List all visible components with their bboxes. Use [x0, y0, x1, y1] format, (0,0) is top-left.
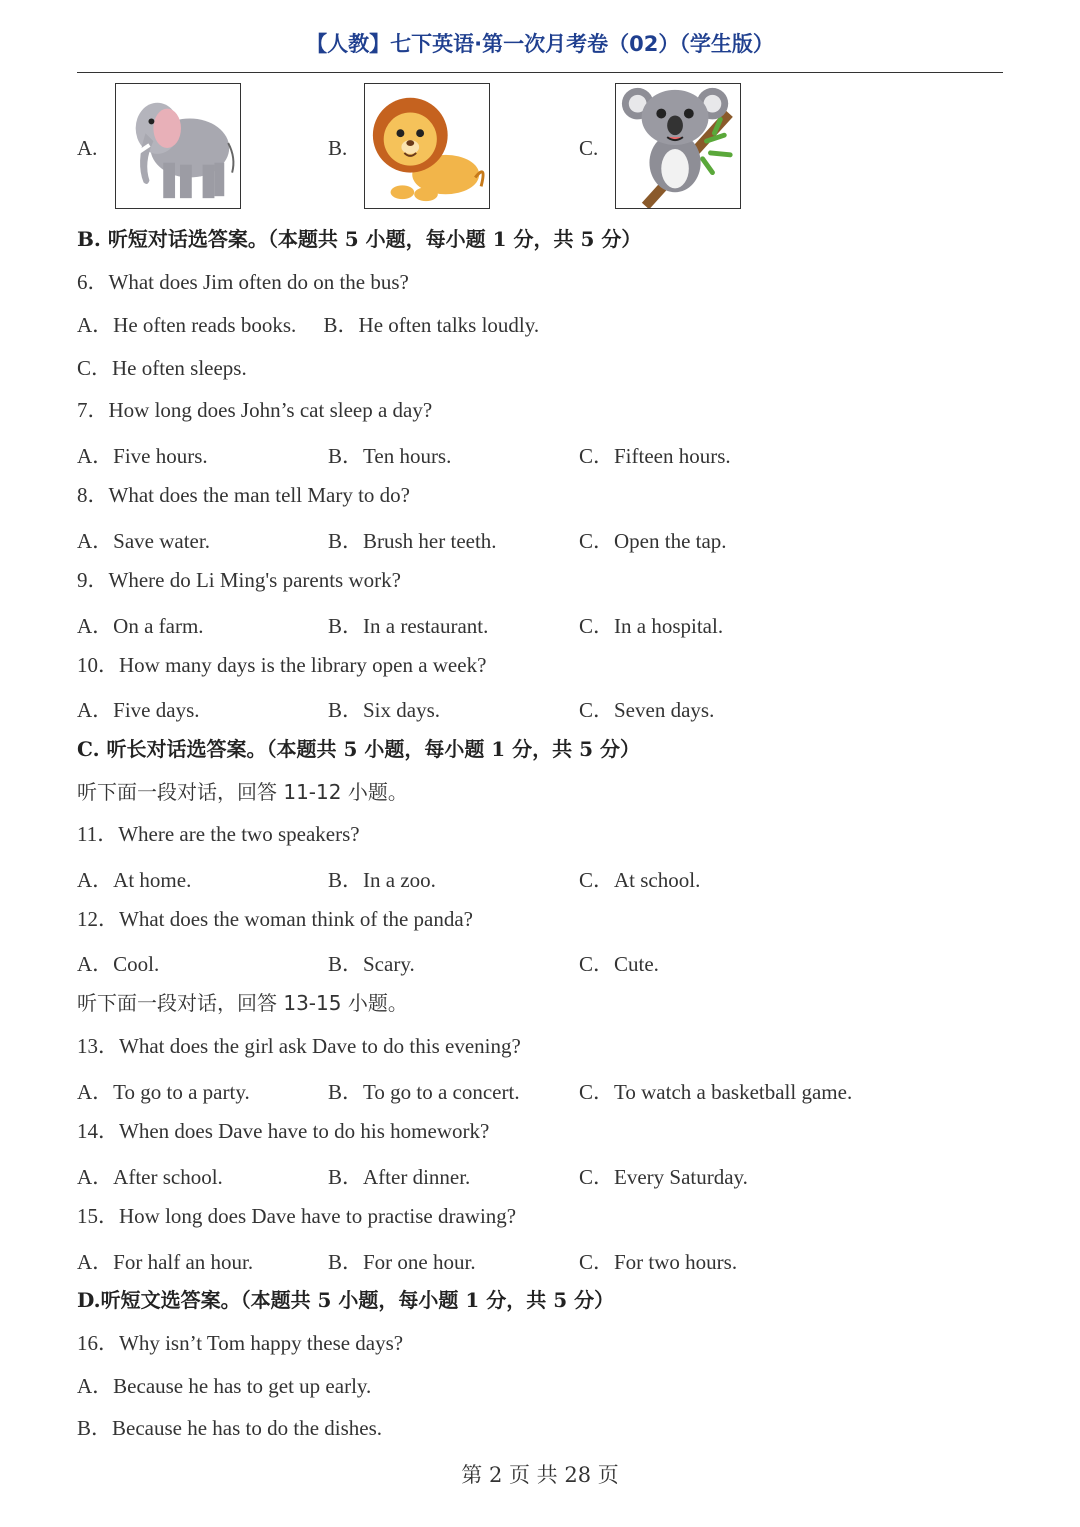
- question-14: 14．When does Dave have to do his homework?: [77, 1119, 490, 1143]
- q10-option-b: B．Six days.: [328, 698, 441, 722]
- q7-option-b: B．Ten hours.: [328, 444, 452, 468]
- q8-option-c: C．Open the tap.: [579, 529, 727, 553]
- q11-option-b: B．In a zoo.: [328, 868, 436, 892]
- q7-option-a: A．Five hours.: [77, 444, 208, 468]
- q12-option-b: B．Scary.: [328, 952, 415, 976]
- q16-option-b: B．Because he has to do the dishes.: [77, 1416, 383, 1440]
- q6-option-c: C．He often sleeps.: [77, 356, 247, 380]
- q13-option-c: C．To watch a basketball game.: [579, 1080, 853, 1104]
- q12-option-c: C．Cute.: [579, 952, 659, 976]
- q14-option-a: A．After school.: [77, 1165, 223, 1189]
- q6-option-b: B．He often talks loudly.: [323, 313, 540, 337]
- section-d-title: D.听短文选答案。（本题共 5 小题，每小题 1 分，共 5 分）: [77, 1288, 615, 1312]
- question-11: 11．Where are the two speakers?: [77, 822, 360, 846]
- q15-option-a: A．For half an hour.: [77, 1250, 254, 1274]
- section-c-intro-1: 听下面一段对话，回答 11-12 小题。: [77, 780, 408, 804]
- question-7: 7．How long does John’s cat sleep a day?: [77, 398, 433, 422]
- q9-option-b: B．In a restaurant.: [328, 614, 489, 638]
- q6-option-a: A．He often reads books.: [77, 313, 297, 337]
- q12-option-a: A．Cool.: [77, 952, 160, 976]
- picture-option-b-label: B.: [328, 136, 348, 160]
- q8-option-a: A．Save water.: [77, 529, 210, 553]
- q11-option-c: C．At school.: [579, 868, 701, 892]
- q7-option-c: C．Fifteen hours.: [579, 444, 731, 468]
- question-13: 13．What does the girl ask Dave to do this evening?: [77, 1034, 521, 1058]
- q15-option-b: B．For one hour.: [328, 1250, 476, 1274]
- lion-icon: [364, 83, 490, 209]
- question-10: 10．How many days is the library open a week?: [77, 653, 487, 677]
- section-b-title: B. 听短对话选答案。（本题共 5 小题，每小题 1 分，共 5 分）: [77, 227, 642, 251]
- q10-option-c: C．Seven days.: [579, 698, 715, 722]
- question-12: 12．What does the woman think of the panda?: [77, 907, 473, 931]
- q15-option-c: C．For two hours.: [579, 1250, 738, 1274]
- q13-option-a: A．To go to a party.: [77, 1080, 250, 1104]
- question-6-options: [77, 312, 539, 338]
- q10-option-a: A．Five days.: [77, 698, 200, 722]
- q14-option-c: C．Every Saturday.: [579, 1165, 748, 1189]
- q16-option-a: A．Because he has to get up early.: [77, 1374, 372, 1398]
- page-number: 第 2 页 共 28 页: [461, 1463, 619, 1487]
- q9-option-c: C．In a hospital.: [579, 614, 724, 638]
- document-header-title: 【人教】七下英语·第一次月考卷（02）（学生版）: [306, 32, 774, 56]
- picture-option-a-label: A.: [77, 136, 98, 160]
- picture-options-row: [0, 83, 1080, 213]
- picture-option-c-label: C.: [579, 136, 599, 160]
- q11-option-a: A．At home.: [77, 868, 192, 892]
- question-15: 15．How long does Dave have to practise drawing?: [77, 1204, 517, 1228]
- q9-option-a: A．On a farm.: [77, 614, 204, 638]
- question-16: 16．Why isn’t Tom happy these days?: [77, 1331, 404, 1355]
- header-divider: [77, 72, 1003, 73]
- question-9: 9．Where do Li Ming's parents work?: [77, 568, 401, 592]
- section-c-intro-2: 听下面一段对话，回答 13-15 小题。: [77, 991, 408, 1015]
- q13-option-b: B．To go to a concert.: [328, 1080, 520, 1104]
- question-8: 8．What does the man tell Mary to do?: [77, 483, 410, 507]
- q8-option-b: B．Brush her teeth.: [328, 529, 497, 553]
- koala-icon: [615, 83, 741, 209]
- question-6: 6．What does Jim often do on the bus?: [77, 270, 409, 294]
- q14-option-b: B．After dinner.: [328, 1165, 471, 1189]
- section-c-title: C. 听长对话选答案。（本题共 5 小题，每小题 1 分，共 5 分）: [77, 737, 641, 761]
- elephant-icon: [115, 83, 241, 209]
